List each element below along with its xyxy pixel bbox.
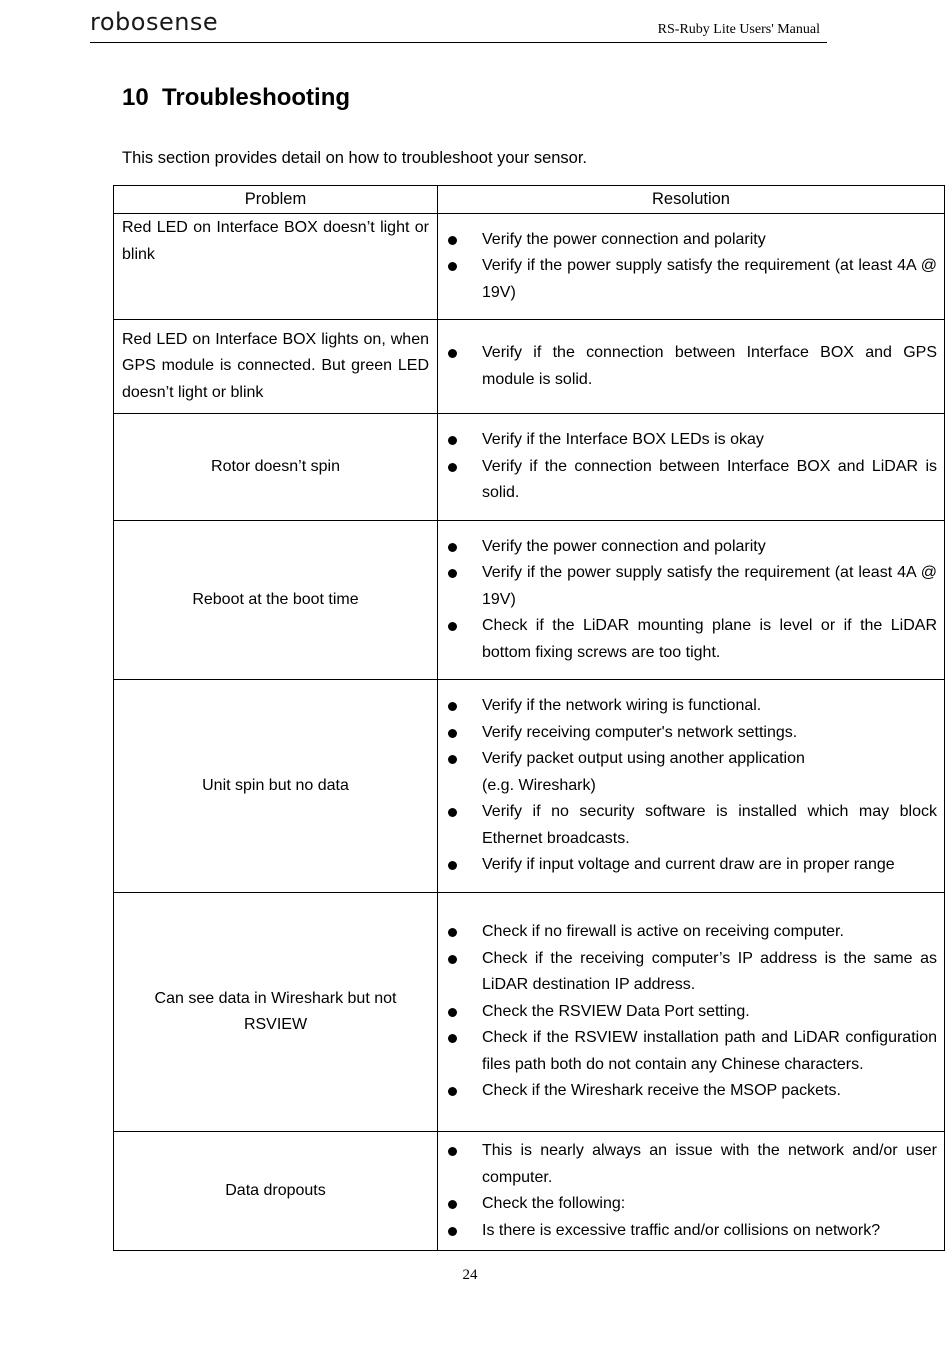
header-problem: Problem xyxy=(114,186,438,214)
bullet-icon xyxy=(448,755,457,764)
list-item: Verify the power connection and polarity xyxy=(438,227,937,254)
list-item: Verify if no security software is installed which may block Ethernet broadcasts. xyxy=(438,799,937,852)
list-item: This is nearly always an issue with the network and/or user computer. xyxy=(438,1138,937,1191)
resolution-cell xyxy=(438,414,945,521)
list-item: Verify if the network wiring is functional. xyxy=(438,693,937,720)
logo-wordmark: robosense xyxy=(90,8,219,36)
list-item: Verify the power connection and polarity xyxy=(438,534,937,561)
section-title: Troubleshooting xyxy=(162,84,351,111)
problem-cell: Red LED on Interface BOX doesn’t light or blink xyxy=(114,214,438,320)
bullet-icon xyxy=(448,463,457,472)
bullet-icon xyxy=(448,955,457,964)
bullet-icon xyxy=(448,1200,457,1209)
bullet-icon xyxy=(448,1227,457,1236)
section-number: 10 xyxy=(122,84,149,111)
resolution-cell xyxy=(438,680,945,893)
page-number: 24 xyxy=(462,1267,478,1283)
table-row xyxy=(114,214,945,320)
table-header-row xyxy=(114,186,945,214)
list-item: Check if the Wireshark receive the MSOP packets. xyxy=(438,1078,937,1105)
list-item: Check if the LiDAR mounting plane is level or if the LiDAR bottom fixing screws are too tight. xyxy=(438,613,937,666)
table-row xyxy=(114,521,945,680)
problem-cell: Rotor doesn’t spin xyxy=(114,414,438,521)
bullet-icon xyxy=(448,1008,457,1017)
header-divider xyxy=(90,42,827,43)
list-item: Check the following: xyxy=(438,1191,937,1218)
bullet-icon xyxy=(448,543,457,552)
bullet-icon xyxy=(448,928,457,937)
bullet-icon xyxy=(448,1034,457,1043)
section-intro: This section provides detail on how to troubleshoot your sensor. xyxy=(122,149,588,167)
bullet-icon xyxy=(448,622,457,631)
bullet-icon xyxy=(448,729,457,738)
bullet-icon xyxy=(448,702,457,711)
table-row xyxy=(114,320,945,414)
problem-cell: Reboot at the boot time xyxy=(114,521,438,680)
bullet-icon xyxy=(448,861,457,870)
table-row xyxy=(114,1132,945,1251)
list-item: Verify if the connection between Interface BOX and LiDAR is solid. xyxy=(438,454,937,507)
list-item: Verify if the connection between Interface BOX and GPS module is solid. xyxy=(438,340,937,393)
bullet-icon xyxy=(448,436,457,445)
resolution-cell xyxy=(438,320,945,414)
problem-cell: Unit spin but no data xyxy=(114,680,438,893)
section-heading xyxy=(122,84,350,112)
problem-cell: Can see data in Wireshark but not RSVIEW xyxy=(114,893,438,1132)
list-item: Verify if input voltage and current draw are in proper range xyxy=(438,852,937,879)
bullet-icon xyxy=(448,1087,457,1096)
list-item: Check if the RSVIEW installation path and LiDAR configuration files path both do not contain any Chinese characters. xyxy=(438,1025,937,1078)
table-row xyxy=(114,893,945,1132)
header-resolution: Resolution xyxy=(438,186,945,214)
troubleshooting-table xyxy=(113,185,945,1251)
list-item: Is there is excessive traffic and/or collisions on network? xyxy=(438,1218,937,1245)
list-item: Verify receiving computer's network settings. xyxy=(438,720,937,747)
list-item: Check if the receiving computer’s IP address is the same as LiDAR destination IP address. xyxy=(438,946,937,999)
running-title: RS-Ruby Lite Users' Manual xyxy=(657,22,820,37)
resolution-cell xyxy=(438,1132,945,1251)
list-item: Verify if the Interface BOX LEDs is okay xyxy=(438,427,937,454)
list-item: Check if no firewall is active on receiving computer. xyxy=(438,919,937,946)
bullet-icon xyxy=(448,1147,457,1156)
resolution-cell xyxy=(438,521,945,680)
bullet-icon xyxy=(448,262,457,271)
table-row xyxy=(114,414,945,521)
bullet-icon xyxy=(448,349,457,358)
problem-cell: Red LED on Interface BOX lights on, when GPS module is connected. But green LED doesn’t light or blink xyxy=(114,320,438,414)
resolution-cell xyxy=(438,893,945,1132)
table-row xyxy=(114,680,945,893)
resolution-cell xyxy=(438,214,945,320)
bullet-icon xyxy=(448,236,457,245)
list-item: Verify if the power supply satisfy the requirement (at least 4A @ 19V) xyxy=(438,560,937,613)
bullet-icon xyxy=(448,808,457,817)
bullet-icon xyxy=(448,569,457,578)
list-item: Verify if the power supply satisfy the requirement (at least 4A @ 19V) xyxy=(438,253,937,306)
problem-cell: Data dropouts xyxy=(114,1132,438,1251)
list-item: Verify packet output using another application (e.g. Wireshark) xyxy=(438,746,937,799)
list-item: Check the RSVIEW Data Port setting. xyxy=(438,999,937,1026)
